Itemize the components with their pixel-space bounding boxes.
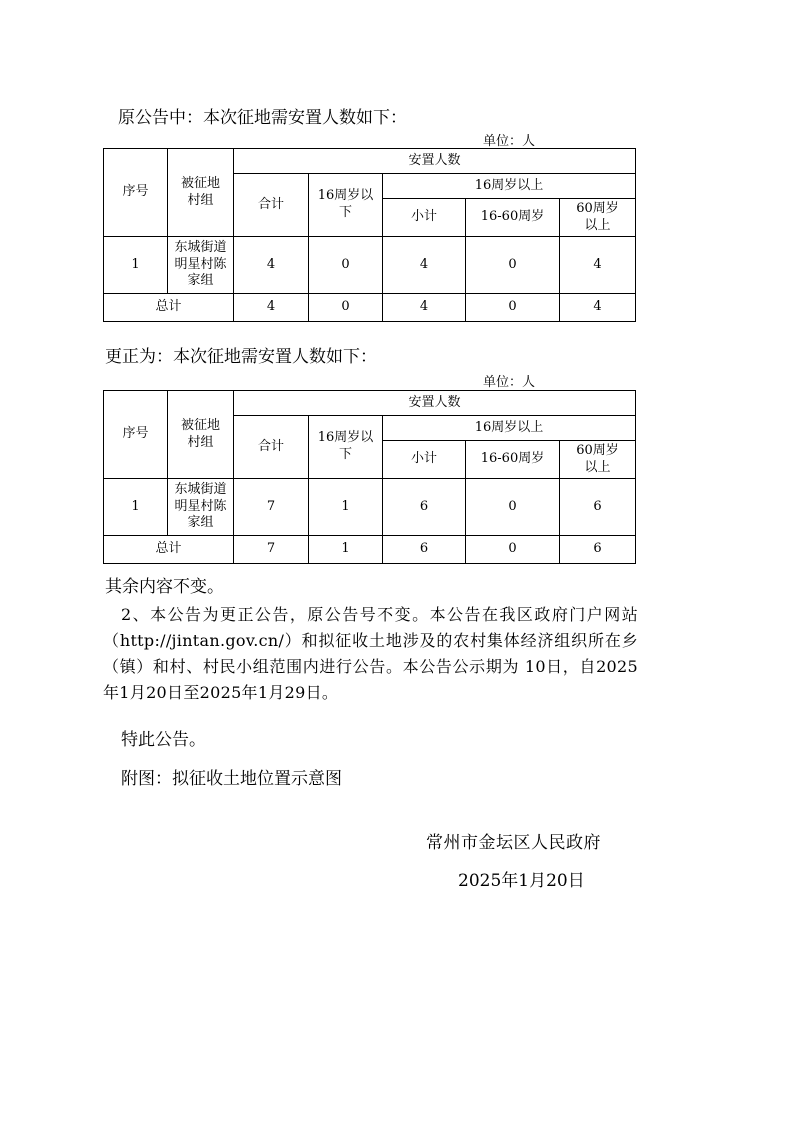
issuer: 常州市金坛区人民政府 bbox=[426, 833, 601, 853]
cell-subtotal: 4 bbox=[383, 237, 466, 294]
sum-subtotal: 4 bbox=[383, 294, 466, 322]
cell-total: 7 bbox=[234, 479, 309, 536]
header-seq: 序号 bbox=[104, 391, 168, 479]
cell-over60: 4 bbox=[560, 237, 636, 294]
cell-under16: 1 bbox=[309, 479, 383, 536]
sum-under16: 0 bbox=[309, 294, 383, 322]
sum-total: 7 bbox=[234, 536, 309, 564]
attachment-text: 附图：拟征收土地位置示意图 bbox=[121, 769, 342, 789]
header-village: 被征地村组 bbox=[168, 391, 234, 479]
header-over60: 60周岁以上 bbox=[560, 199, 636, 237]
sum-16-60: 0 bbox=[466, 294, 560, 322]
header-over16: 16周岁以上 bbox=[383, 174, 636, 199]
header-seq: 序号 bbox=[104, 149, 168, 237]
cell-village: 东城街道明星村陈家组 bbox=[168, 237, 234, 294]
table-row bbox=[104, 479, 636, 536]
header-subtotal: 小计 bbox=[383, 199, 466, 237]
header-resettle: 安置人数 bbox=[234, 149, 636, 174]
table-sum-row bbox=[104, 294, 636, 322]
closing-text: 特此公告。 bbox=[121, 730, 206, 750]
table-sum-row bbox=[104, 536, 636, 564]
original-heading: 原公告中：本次征地需安置人数如下： bbox=[118, 108, 407, 128]
original-table bbox=[103, 148, 636, 322]
sum-subtotal: 6 bbox=[383, 536, 466, 564]
header-16-60: 16-60周岁 bbox=[466, 199, 560, 237]
sum-over60: 4 bbox=[560, 294, 636, 322]
sum-16-60: 0 bbox=[466, 536, 560, 564]
sum-label: 总计 bbox=[104, 294, 234, 322]
paragraph-2 bbox=[103, 602, 638, 706]
header-total: 合计 bbox=[234, 174, 309, 237]
header-under16: 16周岁以下 bbox=[309, 174, 383, 237]
cell-total: 4 bbox=[234, 237, 309, 294]
cell-16-60: 0 bbox=[466, 237, 560, 294]
sum-label: 总计 bbox=[104, 536, 234, 564]
header-under16: 16周岁以下 bbox=[309, 416, 383, 479]
cell-seq: 1 bbox=[104, 237, 168, 294]
cell-seq: 1 bbox=[104, 479, 168, 536]
sum-total: 4 bbox=[234, 294, 309, 322]
cell-under16: 0 bbox=[309, 237, 383, 294]
header-resettle: 安置人数 bbox=[234, 391, 636, 416]
remaining-note: 其余内容不变。 bbox=[105, 577, 224, 597]
cell-16-60: 0 bbox=[466, 479, 560, 536]
header-total: 合计 bbox=[234, 416, 309, 479]
header-subtotal: 小计 bbox=[383, 441, 466, 479]
cell-village: 东城街道明星村陈家组 bbox=[168, 479, 234, 536]
sum-under16: 1 bbox=[309, 536, 383, 564]
corrected-table bbox=[103, 390, 636, 564]
header-over60: 60周岁以上 bbox=[560, 441, 636, 479]
cell-over60: 6 bbox=[560, 479, 636, 536]
corrected-heading: 更正为：本次征地需安置人数如下： bbox=[105, 347, 377, 367]
header-16-60: 16-60周岁 bbox=[466, 441, 560, 479]
header-over16: 16周岁以上 bbox=[383, 416, 636, 441]
table-row bbox=[104, 237, 636, 294]
issue-date: 2025年1月20日 bbox=[458, 871, 585, 891]
paragraph-2-text: 2、本公告为更正公告，原公告号不变。本公告在我区政府门户网站（http://jintan.gov.cn/）和拟征收土地涉及的农村集体经济组织所在乡（镇）和村、村民小组范围内进行公告。本公告公示期为 10日，自2025年1月20日至2025年1月29日。 bbox=[103, 605, 638, 702]
unit-label: 单位：人 bbox=[483, 134, 536, 149]
cell-subtotal: 6 bbox=[383, 479, 466, 536]
unit-label-2: 单位：人 bbox=[483, 375, 536, 390]
header-village: 被征地村组 bbox=[168, 149, 234, 237]
sum-over60: 6 bbox=[560, 536, 636, 564]
